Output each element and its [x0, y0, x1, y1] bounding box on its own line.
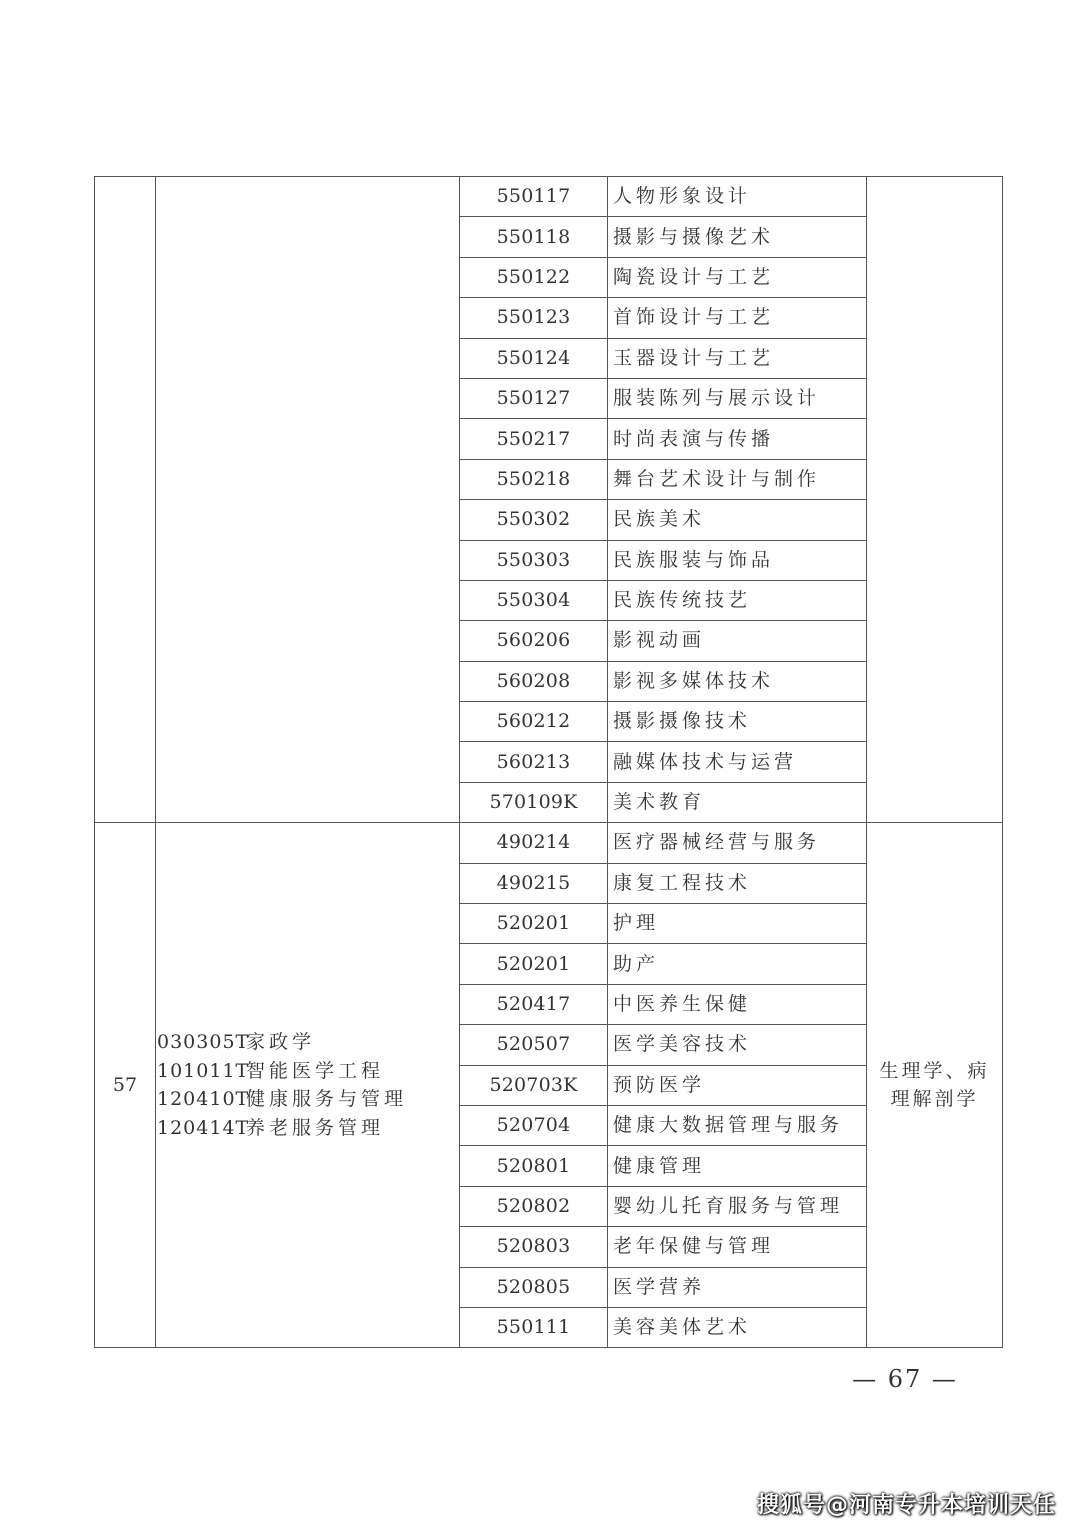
vocational-code: 520703K	[460, 1065, 608, 1105]
undergrad-major-name: 健康服务与管理	[246, 1088, 408, 1111]
vocational-code: 520201	[460, 944, 608, 984]
undergrad-major	[156, 1057, 459, 1086]
vocational-name: 美术教育	[608, 782, 867, 822]
vocational-name: 时尚表演与传播	[608, 419, 867, 459]
vocational-code: 550111	[460, 1307, 608, 1347]
exam-subjects-cell	[867, 823, 1003, 1348]
vocational-code: 490215	[460, 863, 608, 903]
vocational-code: 520802	[460, 1186, 608, 1226]
vocational-code: 550118	[460, 217, 608, 257]
undergrad-major	[156, 1028, 459, 1057]
vocational-code: 550217	[460, 419, 608, 459]
vocational-name: 康复工程技术	[608, 863, 867, 903]
undergrad-major	[156, 1085, 459, 1114]
vocational-name: 玉器设计与工艺	[608, 338, 867, 378]
vocational-name: 健康大数据管理与服务	[608, 1105, 867, 1145]
vocational-code: 550304	[460, 580, 608, 620]
vocational-code: 560208	[460, 661, 608, 701]
vocational-code: 550124	[460, 338, 608, 378]
vocational-name: 健康管理	[608, 1146, 867, 1186]
vocational-name: 影视多媒体技术	[608, 661, 867, 701]
vocational-name: 中医养生保健	[608, 984, 867, 1024]
vocational-name: 民族传统技艺	[608, 580, 867, 620]
vocational-name: 护理	[608, 904, 867, 944]
undergrad-major-name: 养老服务管理	[246, 1116, 385, 1139]
vocational-code: 550303	[460, 540, 608, 580]
vocational-code: 520201	[460, 904, 608, 944]
vocational-name: 摄影摄像技术	[608, 702, 867, 742]
admissions-table-body	[95, 177, 1003, 1348]
exam-subjects: 生理学、病理解剖学	[879, 1060, 990, 1111]
vocational-name: 民族美术	[608, 500, 867, 540]
vocational-name: 预防医学	[608, 1065, 867, 1105]
vocational-name: 服装陈列与展示设计	[608, 378, 867, 418]
vocational-code: 520803	[460, 1227, 608, 1267]
vocational-code: 490214	[460, 823, 608, 863]
vocational-code: 550122	[460, 257, 608, 297]
exam-subjects-cell	[867, 177, 1003, 823]
vocational-name: 医学美容技术	[608, 1025, 867, 1065]
vocational-code: 520805	[460, 1267, 608, 1307]
table-row	[95, 823, 1003, 863]
undergrad-major-code: 120414T	[157, 1116, 250, 1139]
vocational-code: 520507	[460, 1025, 608, 1065]
vocational-name: 融媒体技术与运营	[608, 742, 867, 782]
vocational-code: 570109K	[460, 782, 608, 822]
vocational-code: 550218	[460, 459, 608, 499]
page-number: — 67 —	[852, 1365, 958, 1393]
watermark: 搜狐号@河南专升本培训天任	[756, 1493, 1056, 1518]
undergrad-major-code: 101011T	[157, 1059, 250, 1082]
vocational-code: 550127	[460, 378, 608, 418]
vocational-code: 520417	[460, 984, 608, 1024]
vocational-name: 舞台艺术设计与制作	[608, 459, 867, 499]
vocational-name: 首饰设计与工艺	[608, 298, 867, 338]
vocational-name: 美容美体艺术	[608, 1307, 867, 1347]
admissions-table	[94, 176, 1003, 1348]
vocational-code: 520704	[460, 1105, 608, 1145]
vocational-code: 550117	[460, 177, 608, 217]
undergrad-major-code: 030305T	[157, 1031, 250, 1054]
vocational-name: 老年保健与管理	[608, 1227, 867, 1267]
vocational-name: 民族服装与饰品	[608, 540, 867, 580]
undergrad-majors-cell	[156, 823, 460, 1348]
section-number: 57	[95, 823, 156, 1348]
vocational-name: 人物形象设计	[608, 177, 867, 217]
vocational-code: 520801	[460, 1146, 608, 1186]
vocational-code: 550123	[460, 298, 608, 338]
undergrad-major-name: 智能医学工程	[246, 1059, 385, 1082]
section-number	[95, 177, 156, 823]
vocational-name: 医学营养	[608, 1267, 867, 1307]
undergrad-major-code: 120410T	[157, 1088, 250, 1111]
undergrad-major	[156, 1114, 459, 1143]
vocational-name: 摄影与摄像艺术	[608, 217, 867, 257]
table-row	[95, 177, 1003, 217]
vocational-code: 550302	[460, 500, 608, 540]
vocational-name: 影视动画	[608, 621, 867, 661]
vocational-code: 560212	[460, 702, 608, 742]
undergrad-major-name: 家政学	[246, 1031, 316, 1054]
vocational-name: 陶瓷设计与工艺	[608, 257, 867, 297]
vocational-name: 婴幼儿托育服务与管理	[608, 1186, 867, 1226]
vocational-code: 560213	[460, 742, 608, 782]
undergrad-majors-cell	[156, 177, 460, 823]
vocational-name: 医疗器械经营与服务	[608, 823, 867, 863]
vocational-name: 助产	[608, 944, 867, 984]
vocational-code: 560206	[460, 621, 608, 661]
